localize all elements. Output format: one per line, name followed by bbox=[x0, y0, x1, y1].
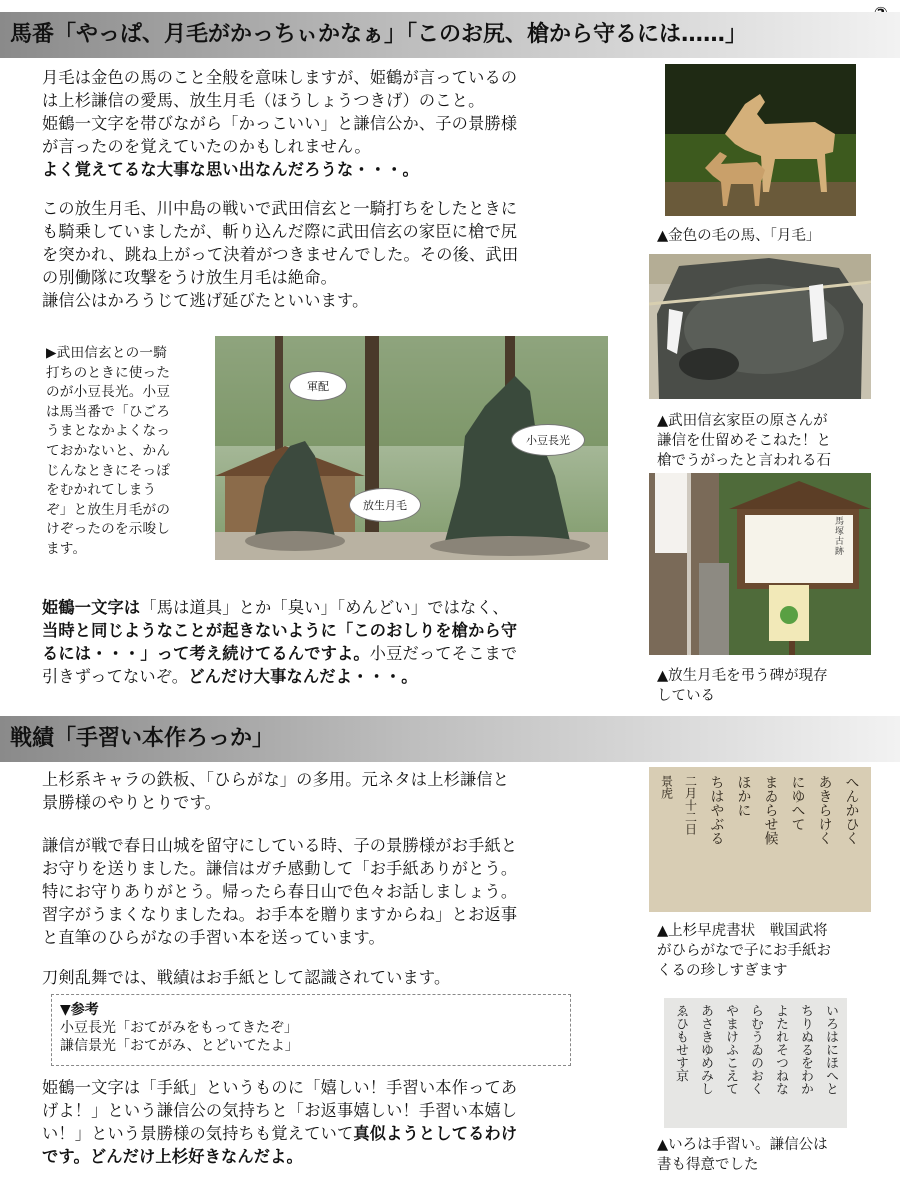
caption-line: 謙信を仕留めそこねた！と bbox=[657, 433, 831, 449]
intro-line: が言ったのを覚えていたのかもしれません。 bbox=[42, 137, 371, 156]
reference-title: ▼参考 bbox=[60, 1002, 99, 1018]
battle-paragraph bbox=[42, 197, 602, 312]
iroha-photo bbox=[664, 998, 847, 1128]
battle-line: この放生月毛、川中島の戦いで武田信玄と一騎打ちをしたときに bbox=[42, 199, 518, 218]
bubble-azuki: 小豆長光 bbox=[511, 424, 585, 456]
side-note-line: けぞったのを示唆し bbox=[46, 521, 171, 538]
conclusion-bold: 当時と同じようなことが起きないように「このおしりを槍から守 bbox=[42, 621, 518, 640]
paragraph-line: 謙信が戦で春日山城を留守にしている時、子の景勝様がお手紙と bbox=[42, 836, 518, 855]
caption-line: 槍でうがったと言われる石 bbox=[657, 453, 831, 469]
paragraph-line: お守りを送りました。謙信はガチ感動して「お手紙ありがとう。 bbox=[42, 859, 518, 878]
bubble-hoshotsukige: 放生月毛 bbox=[349, 488, 421, 522]
caption-line: ▲放生月毛を弔う碑が現存 bbox=[657, 668, 828, 684]
reference-box bbox=[51, 994, 571, 1066]
conclusion-text: い！」という景勝様の気持ちも覚えていて bbox=[42, 1124, 354, 1143]
stone-photo bbox=[649, 254, 871, 399]
side-note-line: ておかないと、かん bbox=[46, 442, 171, 459]
section-heading-horse: 馬番「やっぱ、月毛がかっちぃかなぁ」「このお尻、槍から守るには……」 bbox=[0, 12, 900, 58]
horse-photo bbox=[665, 64, 856, 216]
horse-caption: ▲金色の毛の馬、「月毛」 bbox=[657, 228, 821, 244]
paragraph-line: 上杉系キャラの鉄板、「ひらがな」の多用。元ネタは上杉謙信と bbox=[42, 770, 510, 789]
section1-conclusion bbox=[42, 596, 602, 688]
statue-side-note bbox=[46, 344, 206, 560]
calligraphy-column: ゑひもせす京 bbox=[673, 1004, 688, 1082]
side-note-line: のが小豆長光。小豆 bbox=[46, 384, 171, 401]
intro-bold-line: よく覚えてるな大事な思い出なんだろうな・・・。 bbox=[42, 160, 419, 179]
side-note-line: ぞ」と放生月毛がの bbox=[46, 501, 171, 518]
section2-history bbox=[42, 834, 602, 949]
calligraphy-column: ほかに bbox=[735, 775, 752, 817]
calligraphy-column: ちはやぶる bbox=[708, 775, 725, 845]
battle-line: を突かれ、跳ね上がって決着がつきませんでした。その後、武田 bbox=[42, 245, 519, 264]
caption-line: 書も得意でした bbox=[657, 1157, 759, 1173]
battle-line: も騎乗していましたが、斬り込んだ際に武田信玄の家臣に槍で尻 bbox=[42, 222, 518, 241]
side-note-line: 打ちのときに使った bbox=[46, 364, 171, 381]
calligraphy-column: にゆへて bbox=[789, 775, 806, 831]
calligraphy-column: ちりぬるをわか bbox=[798, 1004, 813, 1095]
calligraphy-column: やまけふこえて bbox=[723, 1004, 738, 1095]
iroha-caption bbox=[657, 1135, 897, 1175]
side-note-line: ▶武田信玄との一騎 bbox=[46, 345, 168, 361]
side-note-line: をむかれてしまう bbox=[46, 482, 157, 499]
conclusion-text: げよ！」という謙信公の気持ちと「お返事嬉しい！手習い本嬉し bbox=[42, 1101, 518, 1120]
sign-title: 馬塚古跡 bbox=[835, 517, 845, 557]
side-note-line: じんなときにそっぽ bbox=[46, 462, 171, 479]
conclusion-bold: 真似ようとしてるわけ bbox=[353, 1124, 518, 1143]
calligraphy-column: へんかひく bbox=[843, 775, 860, 845]
conclusion-text: 「馬は道具」とか「臭い」「めんどい」ではなく、 bbox=[140, 598, 509, 617]
caption-line: ▲武田信玄家臣の原さんが bbox=[657, 413, 828, 429]
intro-line: 月毛は金色の馬のこと全般を意味しますが、姫鶴が言っているの bbox=[42, 68, 518, 87]
calligraphy-column: よたれそつねな bbox=[773, 1004, 788, 1095]
caption-line: くるの珍しすぎます bbox=[657, 963, 788, 979]
conclusion-bold: です。どんだけ上杉好きなんだよ。 bbox=[42, 1147, 303, 1166]
caption-line: している bbox=[657, 688, 715, 704]
reference-line: 謙信景光「おてがみ、とどいてたよ」 bbox=[60, 1038, 299, 1054]
calligraphy-column: あきらけく bbox=[816, 775, 833, 845]
monument-caption bbox=[657, 666, 897, 706]
calligraphy-column: いろはにほへと bbox=[823, 1004, 838, 1095]
caption-line: ▲いろは手習い。謙信公は bbox=[657, 1137, 828, 1153]
letter-caption bbox=[657, 921, 897, 981]
section2-conclusion bbox=[42, 1076, 602, 1168]
battle-line: 謙信公はかろうじて逃げ延びたといいます。 bbox=[42, 291, 369, 310]
caption-line: ▲上杉早虎書状 戦国武将 bbox=[657, 923, 828, 939]
calligraphy-column: 景虎 bbox=[659, 775, 674, 799]
paragraph-line: と直筆のひらがなの手習い本を送っています。 bbox=[42, 928, 385, 947]
intro-line: 姫鶴一文字を帯びながら「かっこいい」と謙信公か、子の景勝様 bbox=[42, 114, 518, 133]
calligraphy-column: まゐらせ候 bbox=[762, 775, 779, 845]
intro-line: は上杉謙信の愛馬、放生月毛（ほうしょうつきげ）のこと。 bbox=[42, 91, 485, 110]
paragraph-line: 景勝様のやりとりです。 bbox=[42, 793, 221, 812]
paragraph-line: 習字がうまくなりましたね。お手本を贈りますからね」とお返事 bbox=[42, 905, 518, 924]
conclusion-text: 引きずってないぞ。 bbox=[42, 667, 189, 686]
section-heading-letter: 戦績「手習い本作ろっか」 bbox=[0, 716, 900, 762]
calligraphy-column: 二月十二日 bbox=[683, 775, 698, 835]
caption-line: がひらがなで子にお手紙お bbox=[657, 943, 831, 959]
battle-line: の別働隊に攻撃をうけ放生月毛は絶命。 bbox=[42, 268, 337, 287]
side-note-line: うまとなかよくなっ bbox=[46, 423, 171, 440]
conclusion-text: 姫鶴一文字は「手紙」というものに「嬉しい！手習い本作ってあ bbox=[42, 1078, 518, 1097]
calligraphy-column: あさきゆめみし bbox=[698, 1004, 713, 1095]
conclusion-bold: るには・・・」って考え続けてるんですよ。 bbox=[42, 644, 370, 663]
conclusion-bold: どんだけ大事なんだよ・・・。 bbox=[188, 667, 418, 686]
section2-intro bbox=[42, 768, 602, 814]
side-note-line: ます。 bbox=[46, 540, 87, 557]
stone-caption bbox=[657, 411, 897, 471]
paragraph-line: 特にお守りありがとう。帰ったら春日山で色々お話しましょう。 bbox=[42, 882, 518, 901]
letter-photo bbox=[649, 767, 871, 912]
conclusion-bold: 姫鶴一文字は bbox=[42, 598, 141, 617]
calligraphy-column: らむうゐのおく bbox=[748, 1004, 763, 1095]
bubble-gunbai: 軍配 bbox=[289, 371, 347, 401]
statue-photo bbox=[215, 336, 608, 560]
section2-toukenranbu: 刀剣乱舞では、戦績はお手紙として認識されています。 bbox=[42, 968, 451, 987]
reference-line: 小豆長光「おてがみをもってきたぞ」 bbox=[60, 1020, 298, 1036]
conclusion-text: 小豆だってそこまで bbox=[369, 644, 518, 663]
monument-photo bbox=[649, 473, 871, 655]
side-note-line: は馬当番で「ひごろ bbox=[46, 403, 171, 420]
intro-paragraph bbox=[42, 66, 602, 181]
